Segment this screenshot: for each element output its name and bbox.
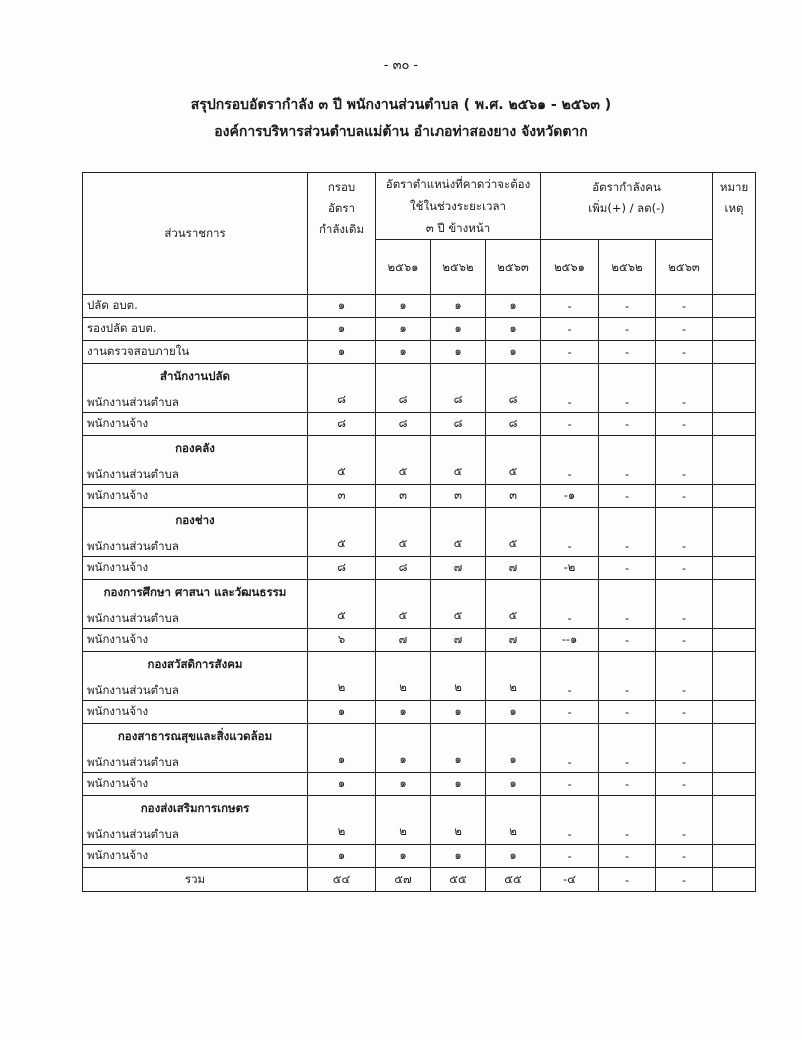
- header-frame: กรอบ อัตรา กำลังเดิม: [308, 173, 376, 295]
- cell-2562: ๒: [431, 652, 486, 701]
- cell-frame: ๑: [308, 724, 376, 773]
- document-title: สรุปกรอบอัตรากำลัง ๓ ปี พนักงานส่วนตำบล ( พ.ศ. ๒๕๖๑ - ๒๕๖๓ ): [190, 97, 612, 113]
- section-cell: [83, 652, 308, 701]
- cell-frame: ๘: [308, 557, 376, 580]
- cell-frame: ๕: [308, 436, 376, 485]
- cell-change-2563: -: [656, 318, 713, 341]
- cell-2563: ๘: [486, 413, 541, 436]
- cell-frame: ๑: [308, 701, 376, 724]
- row-label: พนักงานส่วนตำบล: [87, 755, 179, 769]
- cell-change-2562: -: [599, 485, 656, 508]
- cell-change-2561: -: [541, 580, 599, 629]
- cell-remark: [713, 701, 756, 724]
- cell-change-2563: -: [656, 845, 713, 868]
- cell-frame: ๘: [308, 413, 376, 436]
- table-row: [83, 341, 756, 364]
- cell-2562: ๗: [431, 557, 486, 580]
- row-label: พนักงานจ้าง: [83, 629, 308, 652]
- cell-change-2561: -: [541, 652, 599, 701]
- row-label: พนักงานจ้าง: [83, 845, 308, 868]
- change-year-2562: ๒๕๖๒: [599, 240, 656, 295]
- year-2561: ๒๕๖๑: [376, 240, 431, 295]
- table-row: [83, 508, 756, 557]
- table-row: [83, 845, 756, 868]
- row-label: พนักงานส่วนตำบล: [87, 683, 179, 697]
- cell-remark: [713, 413, 756, 436]
- cell-2563: ๕: [486, 508, 541, 557]
- cell-2563: ๑: [486, 724, 541, 773]
- cell-change-2562: -: [599, 318, 656, 341]
- cell-remark: [713, 508, 756, 557]
- cell-frame: ๑: [308, 773, 376, 796]
- cell-remark: [713, 364, 756, 413]
- cell-2563: ๗: [486, 557, 541, 580]
- cell-2563: ๑: [486, 701, 541, 724]
- cell-frame: ๘: [308, 364, 376, 413]
- cell-change-2563: -: [656, 580, 713, 629]
- cell-2562: ๑: [431, 724, 486, 773]
- cell-change-2561: -: [541, 508, 599, 557]
- cell-change-2562: -: [599, 341, 656, 364]
- cell-remark: [713, 557, 756, 580]
- cell-2563: ๑: [486, 341, 541, 364]
- cell-remark: [713, 629, 756, 652]
- cell-remark: [713, 652, 756, 701]
- row-label: พนักงานส่วนตำบล: [87, 539, 179, 553]
- section-cell: [83, 580, 308, 629]
- cell-2561: ๑: [376, 295, 431, 318]
- section-cell: [83, 508, 308, 557]
- cell-2562: ๑: [431, 845, 486, 868]
- cell-2561: ๕: [376, 508, 431, 557]
- cell-2562: ๑: [431, 341, 486, 364]
- cell-frame: ๑: [308, 845, 376, 868]
- section-cell: [83, 796, 308, 845]
- table-row: [83, 773, 756, 796]
- cell-change-2563: -: [656, 508, 713, 557]
- total-change-2563: -: [656, 868, 713, 892]
- cell-remark: [713, 580, 756, 629]
- cell-2561: ๕: [376, 436, 431, 485]
- cell-change-2563: -: [656, 701, 713, 724]
- cell-change-2561: -๑: [541, 485, 599, 508]
- cell-2561: ๘: [376, 557, 431, 580]
- row-label: พนักงานจ้าง: [83, 557, 308, 580]
- cell-change-2561: -: [541, 724, 599, 773]
- total-2561: ๕๗: [376, 868, 431, 892]
- cell-2562: ๘: [431, 364, 486, 413]
- cell-2561: ๑: [376, 845, 431, 868]
- table-row: [83, 295, 756, 318]
- cell-change-2562: -: [599, 773, 656, 796]
- cell-change-2561: -: [541, 845, 599, 868]
- cell-change-2563: -: [656, 773, 713, 796]
- cell-2561: ๘: [376, 413, 431, 436]
- cell-remark: [713, 341, 756, 364]
- section-heading: กองส่งเสริมการเกษตร: [140, 801, 250, 815]
- cell-frame: ๑: [308, 318, 376, 341]
- cell-2561: ๒: [376, 796, 431, 845]
- total-row: [83, 868, 756, 892]
- cell-frame: ๖: [308, 629, 376, 652]
- section-heading: กองคลัง: [175, 441, 215, 455]
- table-row: [83, 724, 756, 773]
- cell-frame: ๒: [308, 796, 376, 845]
- cell-remark: [713, 295, 756, 318]
- cell-change-2561: -: [541, 364, 599, 413]
- cell-2561: ๗: [376, 629, 431, 652]
- cell-frame: ๑: [308, 295, 376, 318]
- table-row: [83, 318, 756, 341]
- cell-change-2561: -: [541, 295, 599, 318]
- header-change: อัตรากำลังคน เพิ่ม(+) / ลด(-): [541, 173, 713, 240]
- cell-change-2562: -: [599, 580, 656, 629]
- cell-change-2562: -: [599, 845, 656, 868]
- cell-frame: ๕: [308, 580, 376, 629]
- row-label: พนักงานส่วนตำบล: [87, 395, 179, 409]
- cell-frame: ๕: [308, 508, 376, 557]
- row-label: พนักงานจ้าง: [83, 701, 308, 724]
- cell-change-2563: -: [656, 295, 713, 318]
- cell-change-2562: -: [599, 629, 656, 652]
- cell-change-2562: -: [599, 295, 656, 318]
- cell-2561: ๑: [376, 773, 431, 796]
- total-remark: [713, 868, 756, 892]
- total-frame: ๕๔: [308, 868, 376, 892]
- cell-change-2563: -: [656, 796, 713, 845]
- cell-frame: ๒: [308, 652, 376, 701]
- cell-change-2561: -: [541, 413, 599, 436]
- cell-change-2561: -: [541, 773, 599, 796]
- table-row: [83, 796, 756, 845]
- year-2562: ๒๕๖๒: [431, 240, 486, 295]
- cell-change-2562: -: [599, 701, 656, 724]
- cell-2561: ๑: [376, 724, 431, 773]
- cell-remark: [713, 436, 756, 485]
- table-row: [83, 652, 756, 701]
- document-subtitle: องค์การบริหารส่วนตำบลแม่ต้าน อำเภอท่าสองยาง จังหวัดตาก: [214, 124, 588, 140]
- cell-2563: ๒: [486, 652, 541, 701]
- cell-remark: [713, 724, 756, 773]
- change-year-2563: ๒๕๖๓: [656, 240, 713, 295]
- cell-2561: ๒: [376, 652, 431, 701]
- cell-2562: ๓: [431, 485, 486, 508]
- cell-2562: ๑: [431, 773, 486, 796]
- row-label: งานตรวจสอบภายใน: [83, 341, 308, 364]
- cell-change-2561: --๑: [541, 629, 599, 652]
- section-cell: [83, 724, 308, 773]
- cell-remark: [713, 773, 756, 796]
- cell-2562: ๑: [431, 295, 486, 318]
- total-2563: ๕๕: [486, 868, 541, 892]
- table-row: [83, 436, 756, 485]
- section-cell: [83, 436, 308, 485]
- cell-remark: [713, 845, 756, 868]
- cell-change-2561: -: [541, 436, 599, 485]
- cell-change-2561: -: [541, 341, 599, 364]
- cell-2561: ๑: [376, 701, 431, 724]
- cell-2562: ๑: [431, 318, 486, 341]
- row-label: พนักงานจ้าง: [83, 485, 308, 508]
- cell-frame: ๓: [308, 485, 376, 508]
- cell-2563: ๑: [486, 773, 541, 796]
- section-heading: กองช่าง: [175, 513, 215, 527]
- section-heading: สำนักงานปลัด: [159, 369, 231, 383]
- cell-2563: ๓: [486, 485, 541, 508]
- cell-2563: ๑: [486, 295, 541, 318]
- cell-2562: ๒: [431, 796, 486, 845]
- row-label: ปลัด อบต.: [83, 295, 308, 318]
- cell-change-2562: -: [599, 508, 656, 557]
- cell-2562: ๕: [431, 508, 486, 557]
- total-2562: ๕๕: [431, 868, 486, 892]
- total-label: รวม: [83, 868, 308, 892]
- year-2563: ๒๕๖๓: [486, 240, 541, 295]
- change-year-2561: ๒๕๖๑: [541, 240, 599, 295]
- cell-change-2561: -: [541, 318, 599, 341]
- cell-change-2563: -: [656, 557, 713, 580]
- cell-2562: ๕: [431, 580, 486, 629]
- cell-2561: ๘: [376, 364, 431, 413]
- page-number: - ๓๐ -: [383, 58, 419, 73]
- cell-change-2562: -: [599, 364, 656, 413]
- cell-2563: ๗: [486, 629, 541, 652]
- cell-2561: ๑: [376, 318, 431, 341]
- cell-2561: ๕: [376, 580, 431, 629]
- cell-change-2563: -: [656, 341, 713, 364]
- table-row: [83, 485, 756, 508]
- manpower-summary-table: [82, 172, 756, 892]
- cell-2563: ๕: [486, 580, 541, 629]
- cell-remark: [713, 318, 756, 341]
- row-label: พนักงานส่วนตำบล: [87, 467, 179, 481]
- cell-change-2562: -: [599, 652, 656, 701]
- header-expected: อัตราตำแหน่งที่คาดว่าจะต้อง ใช้ในช่วงระยะเวลา ๓ ปี ข้างหน้า: [376, 173, 541, 240]
- table-row: [83, 701, 756, 724]
- cell-change-2563: -: [656, 436, 713, 485]
- cell-2561: ๑: [376, 341, 431, 364]
- table-row: [83, 580, 756, 629]
- cell-2561: ๓: [376, 485, 431, 508]
- cell-2563: ๘: [486, 364, 541, 413]
- cell-change-2562: -: [599, 436, 656, 485]
- row-label: พนักงานจ้าง: [83, 413, 308, 436]
- table-row: [83, 413, 756, 436]
- cell-change-2563: -: [656, 364, 713, 413]
- cell-2562: ๗: [431, 629, 486, 652]
- header-remark: หมาย เหตุ: [713, 173, 756, 295]
- cell-2563: ๑: [486, 845, 541, 868]
- cell-frame: ๑: [308, 341, 376, 364]
- table-body: [83, 295, 756, 868]
- row-label: พนักงานส่วนตำบล: [87, 827, 179, 841]
- section-heading: กองสวัสดิการสังคม: [147, 657, 243, 671]
- table-row: [83, 557, 756, 580]
- cell-change-2562: -: [599, 413, 656, 436]
- row-label: พนักงานส่วนตำบล: [87, 611, 179, 625]
- cell-remark: [713, 485, 756, 508]
- cell-remark: [713, 796, 756, 845]
- cell-2563: ๑: [486, 318, 541, 341]
- header-unit: ส่วนราชการ: [83, 173, 308, 295]
- cell-change-2563: -: [656, 629, 713, 652]
- cell-2562: ๘: [431, 413, 486, 436]
- cell-change-2562: -: [599, 724, 656, 773]
- cell-change-2562: -: [599, 796, 656, 845]
- table-row: [83, 629, 756, 652]
- row-label: รองปลัด อบต.: [83, 318, 308, 341]
- section-cell: [83, 364, 308, 413]
- cell-2562: ๑: [431, 701, 486, 724]
- cell-change-2563: -: [656, 724, 713, 773]
- cell-change-2561: -๒: [541, 557, 599, 580]
- cell-change-2563: -: [656, 652, 713, 701]
- table-row: [83, 364, 756, 413]
- section-heading: กองสาธารณสุขและสิ่งแวดล้อม: [117, 729, 273, 743]
- row-label: พนักงานจ้าง: [83, 773, 308, 796]
- total-change-2562: -: [599, 868, 656, 892]
- cell-change-2563: -: [656, 485, 713, 508]
- cell-change-2563: -: [656, 413, 713, 436]
- section-heading: กองการศึกษา ศาสนา และวัฒนธรรม: [103, 585, 287, 599]
- cell-change-2561: -: [541, 701, 599, 724]
- cell-change-2562: -: [599, 557, 656, 580]
- cell-2563: ๒: [486, 796, 541, 845]
- total-change-2561: -๔: [541, 868, 599, 892]
- cell-2562: ๕: [431, 436, 486, 485]
- cell-change-2561: -: [541, 796, 599, 845]
- cell-2563: ๕: [486, 436, 541, 485]
